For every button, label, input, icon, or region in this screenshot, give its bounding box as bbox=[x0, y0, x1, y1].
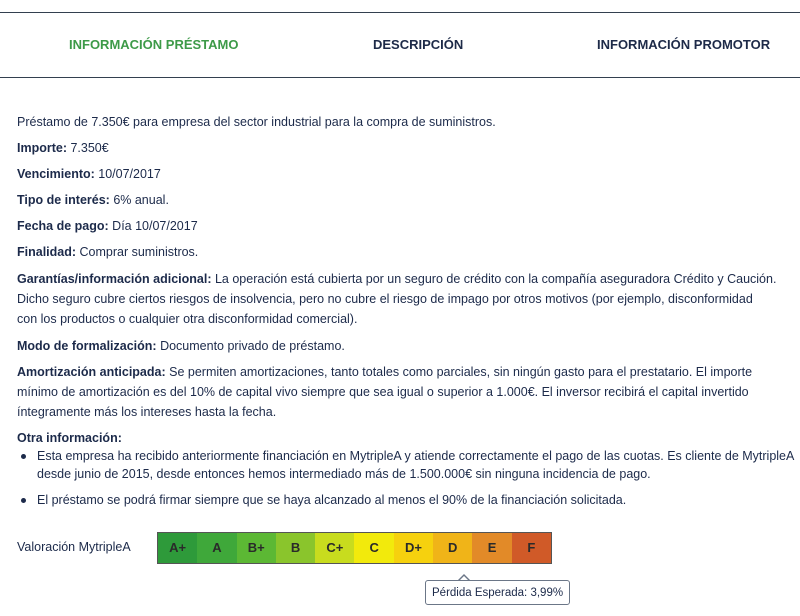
grade-d-plus[interactable]: D+ bbox=[394, 533, 433, 563]
interes-label: Tipo de interés: bbox=[17, 193, 110, 207]
grade-c[interactable]: C bbox=[354, 533, 393, 563]
interes-value: 6% anual. bbox=[109, 193, 169, 207]
grade-b-plus[interactable]: B+ bbox=[237, 533, 276, 563]
amortizacion-text-1: Se permiten amortizaciones, tanto totales como parciales, sin ningún gasto para el prestatario. El importe bbox=[165, 365, 753, 379]
pago-row bbox=[17, 216, 198, 237]
tab-bar bbox=[0, 12, 800, 78]
intro-text: Préstamo de 7.350€ para empresa del sector industrial para la compra de suministros. bbox=[17, 115, 496, 129]
grade-a[interactable]: A bbox=[197, 533, 236, 563]
garantias-row-1 bbox=[17, 269, 776, 290]
tab-informacion-promotor[interactable]: INFORMACIÓN PROMOTOR bbox=[597, 37, 771, 52]
pago-label: Fecha de pago: bbox=[17, 219, 109, 233]
bullet-item-2 bbox=[37, 490, 626, 511]
vencimiento-row bbox=[17, 164, 161, 185]
grade-f[interactable]: F bbox=[512, 533, 551, 563]
garantias-text-1: La operación está cubierta por un seguro de crédito con la compañía aseguradora Crédito y Caución. bbox=[211, 272, 777, 286]
amortizacion-row-3: íntegramente más los intereses hasta la fecha. bbox=[17, 405, 277, 419]
rating-scale bbox=[157, 532, 552, 564]
garantias-row-3: con los productos o cualquier otra disconformidad comercial). bbox=[17, 312, 358, 326]
importe-label: Importe: bbox=[17, 141, 67, 155]
grade-d[interactable]: D bbox=[433, 533, 472, 563]
rating-label: Valoración MytripleA bbox=[17, 540, 131, 554]
modo-label: Modo de formalización: bbox=[17, 339, 157, 353]
bullet-2-text: El préstamo se podrá firmar siempre que se haya alcanzado al menos el 90% de la financiación solicitada. bbox=[37, 493, 627, 507]
amortizacion-row-2: mínimo de amortización es del 10% de capital vivo siempre que sea igual o superior a 1.000€. El inversor recibirá el capital invertido bbox=[17, 385, 749, 399]
bullet-item-1-continued: desde junio de 2015, desde entonces hemos intermediado más de 1.500.000€ sin ninguna incidencia de pago. bbox=[37, 467, 651, 481]
bullet-dot-icon bbox=[21, 498, 26, 503]
importe-value: 7.350€ bbox=[67, 141, 109, 155]
interes-row bbox=[17, 190, 169, 211]
finalidad-label: Finalidad: bbox=[17, 245, 77, 259]
finalidad-value: Comprar suministros. bbox=[76, 245, 199, 259]
modo-value: Documento privado de préstamo. bbox=[156, 339, 345, 353]
expected-loss-tooltip: Pérdida Esperada: 3,99% bbox=[425, 580, 570, 605]
grade-e[interactable]: E bbox=[472, 533, 511, 563]
modo-row bbox=[17, 336, 345, 357]
tab-descripcion[interactable]: DESCRIPCIÓN bbox=[373, 37, 464, 52]
grade-b[interactable]: B bbox=[276, 533, 315, 563]
grade-c-plus[interactable]: C+ bbox=[315, 533, 354, 563]
otra-informacion-label: Otra información: bbox=[17, 431, 122, 445]
vencimiento-label: Vencimiento: bbox=[17, 167, 95, 181]
importe-row bbox=[17, 138, 109, 159]
bullet-1-line-1: Esta empresa ha recibido anteriormente financiación en MytripleA y atiende correctamente el pago de las cuotas. Es cliente de MytripleA bbox=[37, 449, 795, 463]
bullet-dot-icon bbox=[21, 454, 26, 459]
amortizacion-row-1 bbox=[17, 362, 752, 383]
finalidad-row bbox=[17, 242, 198, 263]
grade-a-plus[interactable]: A+ bbox=[158, 533, 197, 563]
pago-value: Día 10/07/2017 bbox=[108, 219, 198, 233]
tab-informacion-prestamo[interactable]: INFORMACIÓN PRÉSTAMO bbox=[69, 37, 239, 52]
amortizacion-label: Amortización anticipada: bbox=[17, 365, 166, 379]
vencimiento-value: 10/07/2017 bbox=[94, 167, 161, 181]
garantias-row-2: Dicho seguro cubre ciertos riesgos de insolvencia, pero no cubre el riesgo de impago por otros motivos (por ejemplo, disconformidad bbox=[17, 292, 753, 306]
garantias-label: Garantías/información adicional: bbox=[17, 272, 212, 286]
